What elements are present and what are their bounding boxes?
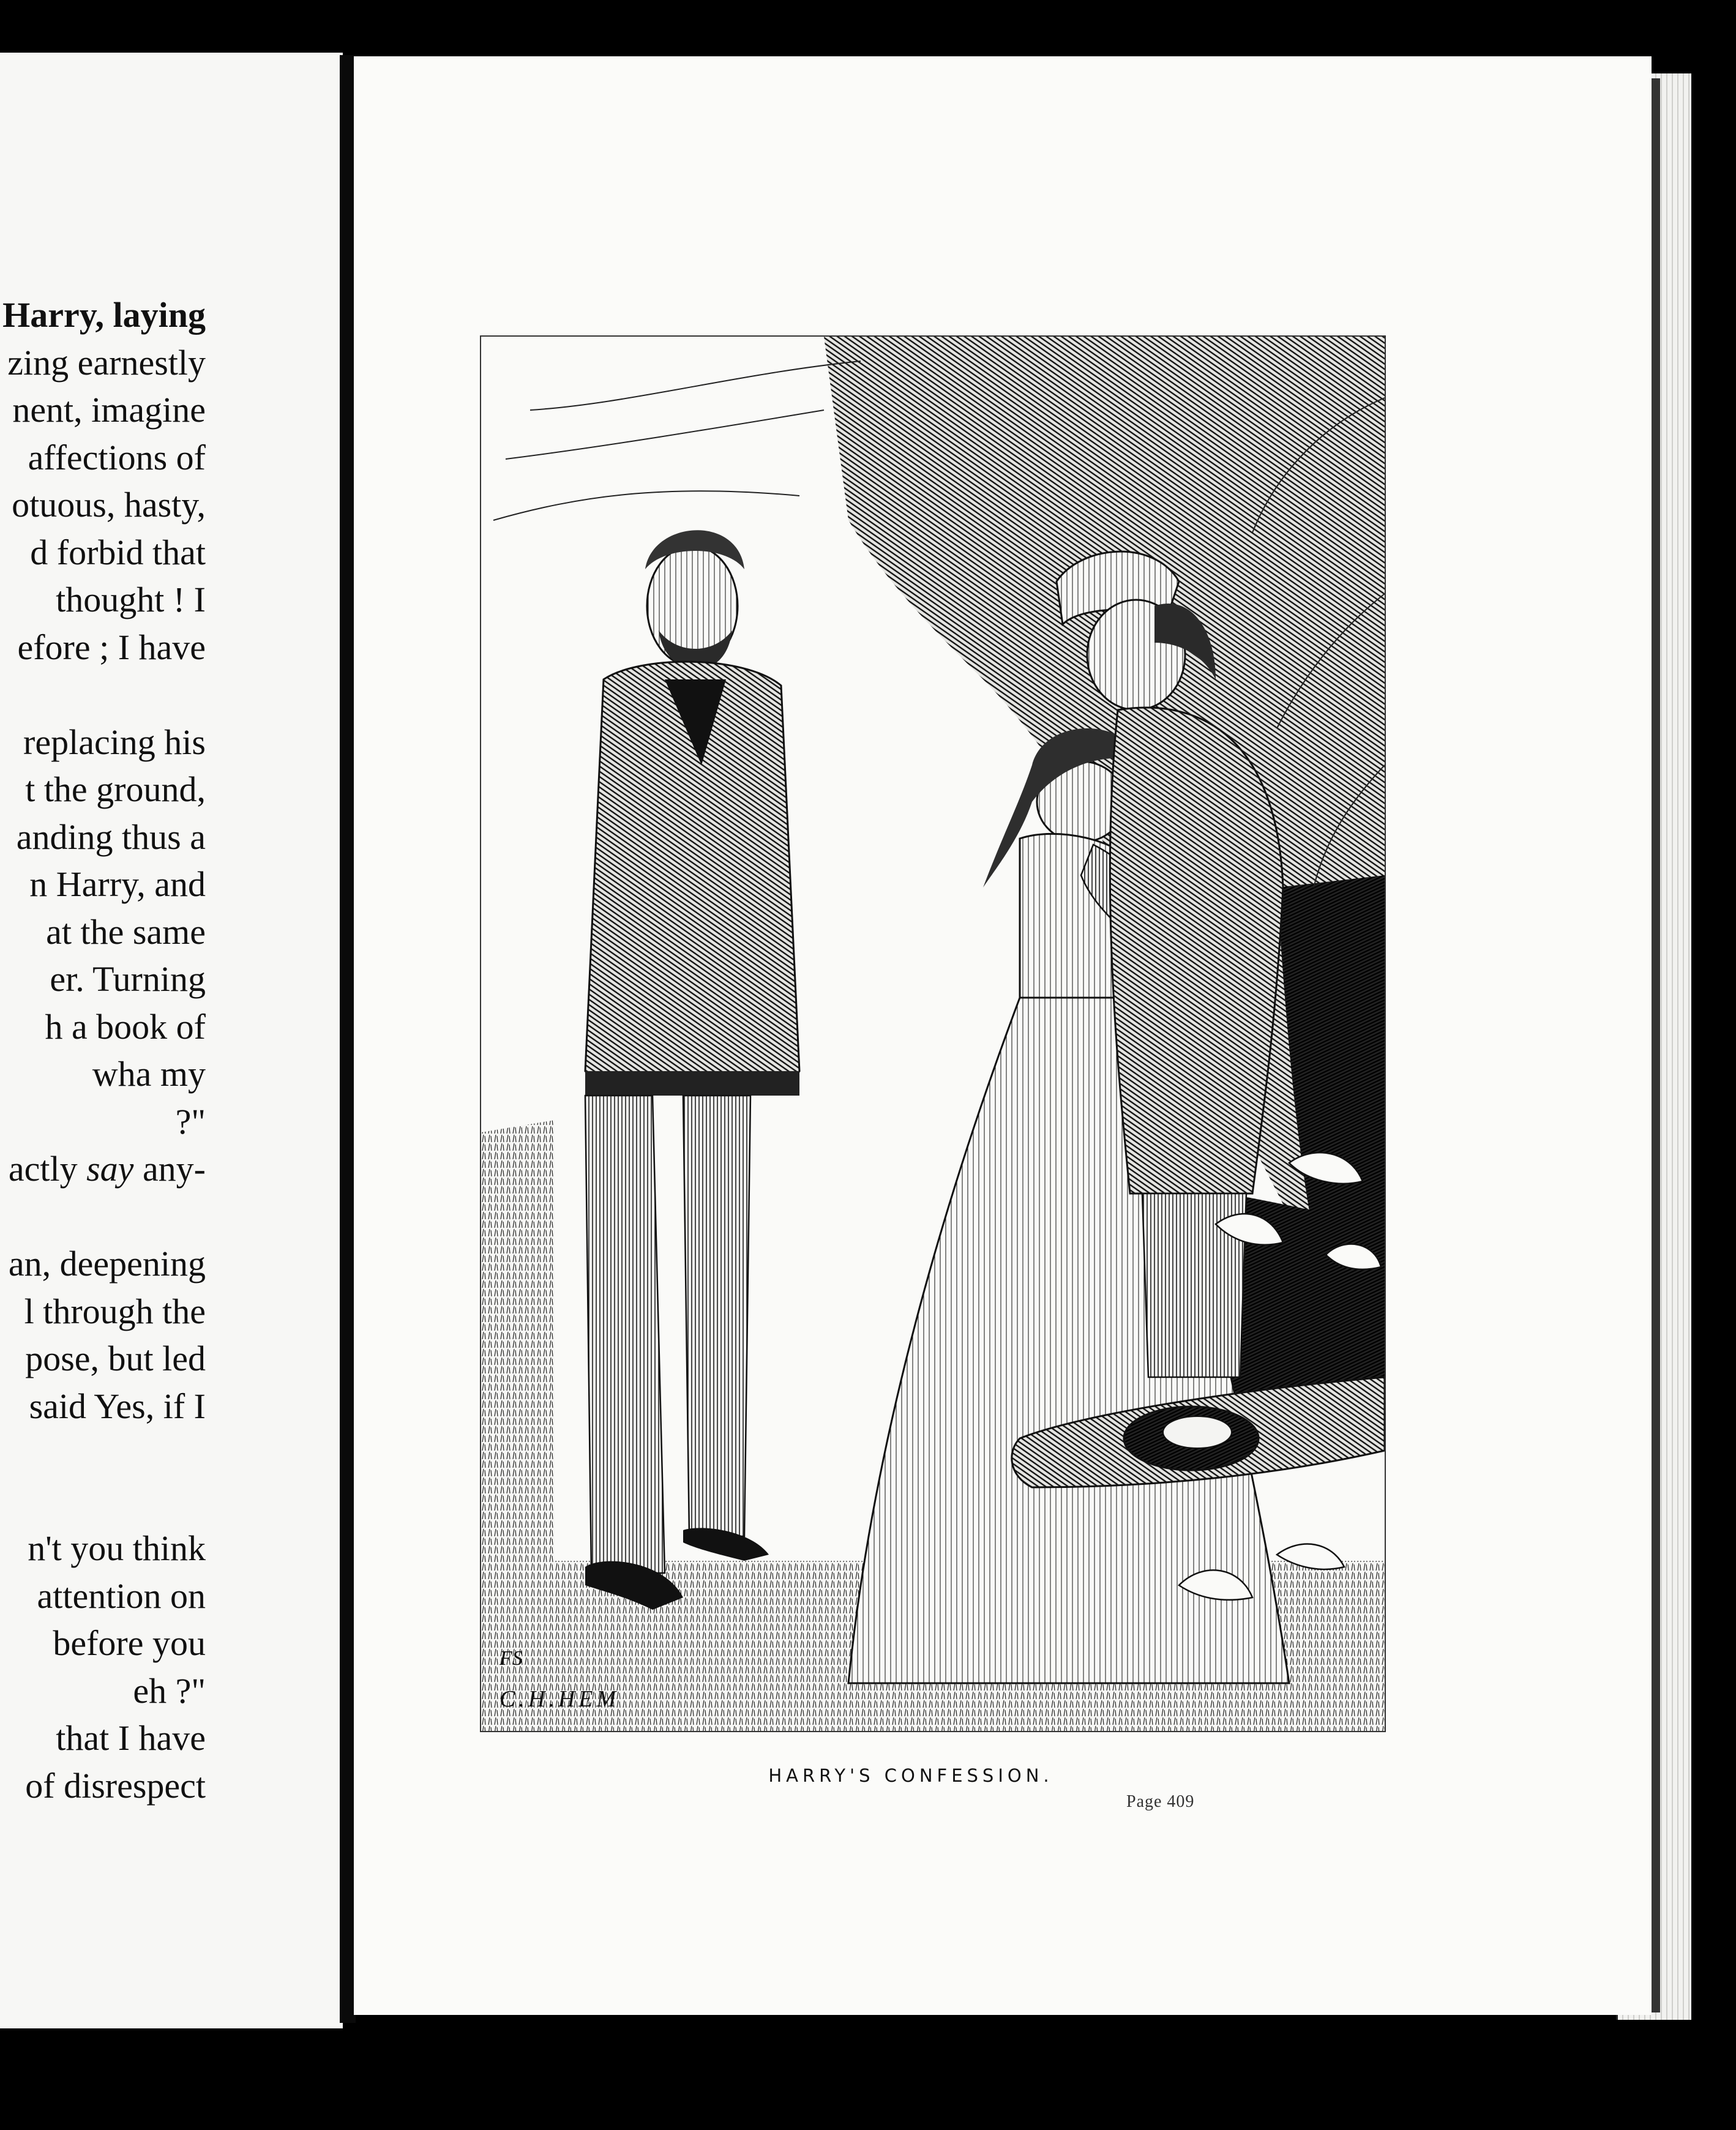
text-line: actly say any- bbox=[8, 1149, 206, 1189]
text-line: pose, but led bbox=[25, 1339, 206, 1378]
left-page-text bbox=[0, 291, 206, 1809]
text-line: ?" bbox=[175, 1101, 206, 1142]
text-line: h a book of bbox=[45, 1006, 206, 1047]
text-line: anding thus a bbox=[16, 816, 206, 857]
text-line: before you bbox=[53, 1623, 206, 1663]
text-line: t the ground, bbox=[25, 769, 206, 809]
text-line: d forbid that bbox=[30, 532, 206, 572]
text-line: affections of bbox=[28, 437, 206, 477]
text-line: Harry, laying bbox=[2, 295, 206, 335]
emphasis-word: say bbox=[86, 1149, 134, 1189]
paragraph-gap bbox=[0, 1430, 206, 1478]
page-edge-shadow bbox=[1652, 78, 1660, 2012]
artist-signature bbox=[499, 1686, 619, 1712]
text-line: nent, imagine bbox=[12, 390, 206, 430]
text-line: thought ! I bbox=[56, 580, 206, 619]
text-line: otuous, hasty, bbox=[12, 485, 206, 525]
text-line: efore ; I have bbox=[17, 627, 206, 667]
text-line: n Harry, and bbox=[29, 864, 206, 904]
text-line: said Yes, if I bbox=[29, 1386, 206, 1426]
text-line: er. Turning bbox=[50, 959, 206, 999]
illustration-caption: HARRY'S CONFESSION. bbox=[768, 1765, 1053, 1786]
engraving-illustration bbox=[480, 335, 1386, 1732]
text-line: that I have bbox=[56, 1718, 206, 1758]
text-line: of disrespect bbox=[25, 1765, 206, 1806]
text-line: at the same bbox=[46, 911, 206, 952]
text-line: l through the bbox=[24, 1291, 206, 1331]
paragraph-gap bbox=[0, 671, 206, 719]
text-line: n't you think bbox=[28, 1528, 206, 1568]
text-line: zing earnestly bbox=[7, 342, 206, 383]
paragraph-gap bbox=[0, 1478, 206, 1525]
monogram-text: FS bbox=[499, 1647, 523, 1670]
artist-signature-text: C.H.HEM bbox=[499, 1686, 620, 1712]
engraving-svg bbox=[481, 337, 1385, 1731]
text-line: replacing his bbox=[23, 722, 206, 762]
paragraph-gap bbox=[0, 1193, 206, 1241]
text-line: eh ?" bbox=[133, 1670, 206, 1711]
text-line: an, deepening bbox=[8, 1244, 206, 1284]
page-reference: Page 409 bbox=[1126, 1792, 1195, 1811]
text-line: wha my bbox=[92, 1054, 206, 1094]
text-line: attention on bbox=[37, 1575, 206, 1616]
left-page bbox=[0, 53, 343, 2028]
monogram bbox=[499, 1647, 523, 1670]
